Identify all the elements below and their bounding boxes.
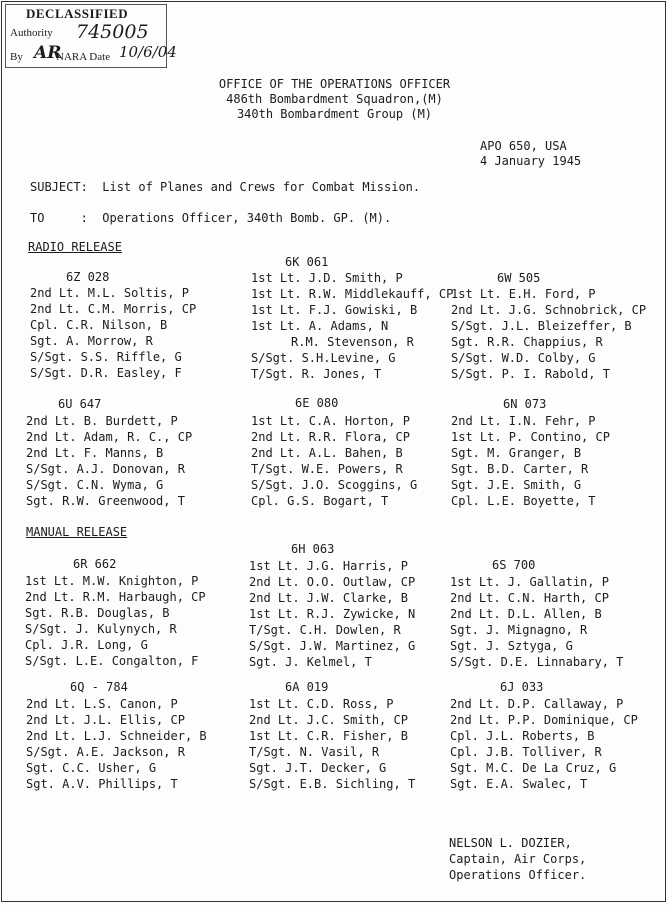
crew-member: Sgt. R.R. Chappius, R — [451, 335, 603, 349]
crew-member: 1st Lt. J.G. Harris, P — [249, 559, 408, 573]
radio-release-heading: RADIO RELEASE — [28, 240, 122, 254]
crew-member: Sgt. J. Kelmel, T — [249, 655, 372, 669]
crew-member: 1st Lt. P. Contino, CP — [451, 430, 610, 444]
crew-member: 2nd Lt. P.P. Dominique, CP — [450, 713, 638, 727]
crew-member: S/Sgt. C.N. Wyma, G — [26, 478, 164, 492]
crew-member: S/Sgt. J.O. Scoggins, G — [251, 478, 418, 492]
crew-member: T/Sgt. N. Vasil, R — [249, 745, 380, 759]
crew-member: 2nd Lt. O.O. Outlaw, CP — [249, 575, 416, 589]
plane-number: 6U 647 — [58, 397, 102, 411]
crew-member: 1st Lt. J. Gallatin, P — [450, 575, 609, 589]
crew-member: S/Sgt. J.W. Martinez, G — [249, 639, 416, 653]
crew-member: 1st Lt. A. Adams, N — [251, 319, 389, 333]
stamp-initials: AR — [34, 43, 62, 63]
crew-member: 2nd Lt. L.S. Canon, P — [26, 697, 178, 711]
plane-number: 6S 700 — [492, 558, 536, 572]
crew-member: S/Sgt. J. Kulynych, R — [25, 622, 177, 636]
crew-member: 1st Lt. R.W. Middlekauff, CP — [251, 287, 454, 301]
crew-member: Cpl. L.E. Boyette, T — [451, 494, 596, 508]
crew-member: S/Sgt. L.E. Congalton, F — [25, 654, 199, 668]
plane-number: 6A 019 — [285, 680, 329, 694]
crew-member: 2nd Lt. B. Burdett, P — [26, 414, 178, 428]
crew-member: 1st Lt. M.W. Knighton, P — [25, 574, 199, 588]
crew-member: S/Sgt. A.E. Jackson, R — [26, 745, 185, 759]
crew-member: 1st Lt. R.J. Zywicke, N — [249, 607, 416, 621]
crew-member: 1st Lt. C.D. Ross, P — [249, 697, 394, 711]
plane-number: 6N 073 — [503, 397, 547, 411]
stamp-nara-label: NARA Date — [56, 51, 111, 63]
crew-member: 1st Lt. F.J. Gowiski, B — [251, 303, 418, 317]
plane-number: 6Q - 784 — [70, 680, 128, 694]
crew-member: 2nd Lt. M.L. Soltis, P — [30, 286, 189, 300]
plane-number: 6Z 028 — [66, 270, 110, 284]
crew-member: Sgt. E.A. Swalec, T — [450, 777, 588, 791]
crew-member: Cpl. J.R. Long, G — [25, 638, 148, 652]
crew-member: S/Sgt. D.R. Easley, F — [30, 366, 182, 380]
crew-member: 2nd Lt. F. Manns, B — [26, 446, 164, 460]
crew-member: Cpl. J.B. Tolliver, R — [450, 745, 602, 759]
crew-member: S/Sgt. J.L. Bleizeffer, B — [451, 319, 632, 333]
crew-member: S/Sgt. A.J. Donovan, R — [26, 462, 185, 476]
to-line: TO : Operations Officer, 340th Bomb. GP. (M). — [30, 211, 392, 225]
crew-member: 2nd Lt. C.M. Morris, CP — [30, 302, 197, 316]
crew-member: Sgt. A.V. Phillips, T — [26, 777, 178, 791]
crew-member: 2nd Lt. R.R. Flora, CP — [251, 430, 410, 444]
signature-rank: Captain, Air Corps, — [449, 852, 587, 866]
crew-member: 2nd Lt. C.N. Harth, CP — [450, 591, 609, 605]
crew-member: Cpl. C.R. Nilson, B — [30, 318, 168, 332]
crew-member: 1st Lt. C.R. Fisher, B — [249, 729, 408, 743]
crew-member: 1st Lt. E.H. Ford, P — [451, 287, 596, 301]
crew-member: 2nd Lt. R.M. Harbaugh, CP — [25, 590, 206, 604]
stamp-authority-value: 745005 — [76, 21, 149, 43]
crew-member: 2nd Lt. J.C. Smith, CP — [249, 713, 408, 727]
crew-member: 2nd Lt. J.L. Ellis, CP — [26, 713, 185, 727]
stamp-title: DECLASSIFIED — [26, 6, 129, 21]
crew-member: 2nd Lt. J.W. Clarke, B — [249, 591, 408, 605]
crew-member: Sgt. B.D. Carter, R — [451, 462, 589, 476]
crew-member: Sgt. R.W. Greenwood, T — [26, 494, 185, 508]
crew-member: Sgt. J.E. Smith, G — [451, 478, 582, 492]
stamp-authority-label: Authority — [10, 27, 53, 39]
crew-member: Sgt. J. Sztyga, G — [450, 639, 573, 653]
crew-member: S/Sgt. P. I. Rabold, T — [451, 367, 610, 381]
crew-member: 1st Lt. C.A. Horton, P — [251, 414, 410, 428]
apo: APO 650, USA — [480, 139, 567, 153]
crew-member: 2nd Lt. Adam, R. C., CP — [26, 430, 193, 444]
crew-member: S/Sgt. S.H.Levine, G — [251, 351, 396, 365]
declassified-stamp — [5, 4, 177, 68]
plane-number: 6R 662 — [73, 557, 117, 571]
crew-member: 2nd Lt. L.J. Schneider, B — [26, 729, 207, 743]
crew-member: Cpl. J.L. Roberts, B — [450, 729, 595, 743]
crew-member: Sgt. M. Granger, B — [451, 446, 582, 460]
crew-member: 2nd Lt. A.L. Bahen, B — [251, 446, 403, 460]
signature-title: Operations Officer. — [449, 868, 587, 882]
crew-member: R.M. Stevenson, R — [291, 335, 414, 349]
crew-member: 2nd Lt. I.N. Fehr, P — [451, 414, 596, 428]
plane-number: 6H 063 — [291, 542, 335, 556]
crew-member: Cpl. G.S. Bogart, T — [251, 494, 389, 508]
crew-member: Sgt. R.B. Douglas, B — [25, 606, 170, 620]
manual-release-heading: MANUAL RELEASE — [26, 525, 128, 539]
plane-number: 6E 080 — [295, 396, 339, 410]
document-date: 4 January 1945 — [480, 154, 582, 168]
crew-member: 2nd Lt. D.L. Allen, B — [450, 607, 602, 621]
header-office: OFFICE OF THE OPERATIONS OFFICER — [218, 77, 451, 91]
crew-member: S/Sgt. S.S. Riffle, G — [30, 350, 182, 364]
crew-member: Sgt. C.C. Usher, G — [26, 761, 157, 775]
header-squadron: 486th Bombardment Squadron,(M) — [226, 92, 443, 106]
plane-number: 6W 505 — [497, 271, 541, 285]
crew-member: 1st Lt. J.D. Smith, P — [251, 271, 403, 285]
stamp-date-value: 10/6/04 — [119, 43, 177, 61]
crew-member: Sgt. A. Morrow, R — [30, 334, 153, 348]
plane-number: 6J 033 — [500, 680, 544, 694]
crew-member: T/Sgt. R. Jones, T — [251, 367, 382, 381]
crew-member: Sgt. J. Mignagno, R — [450, 623, 588, 637]
crew-member: 2nd Lt. D.P. Callaway, P — [450, 697, 624, 711]
subject-line: SUBJECT: List of Planes and Crews for Combat Mission. — [30, 180, 421, 194]
plane-number: 6K 061 — [285, 255, 329, 269]
crew-member: T/Sgt. W.E. Powers, R — [251, 462, 403, 476]
header-group: 340th Bombardment Group (M) — [236, 107, 433, 121]
crew-member: Sgt. J.T. Decker, G — [249, 761, 387, 775]
crew-member: Sgt. M.C. De La Cruz, G — [450, 761, 617, 775]
crew-member: S/Sgt. D.E. Linnabary, T — [450, 655, 624, 669]
stamp-by-label: By — [10, 51, 23, 63]
crew-member: T/Sgt. C.H. Dowlen, R — [249, 623, 401, 637]
crew-member: S/Sgt. E.B. Sichling, T — [249, 777, 416, 791]
crew-member: S/Sgt. W.D. Colby, G — [451, 351, 596, 365]
crew-member: 2nd Lt. J.G. Schnobrick, CP — [451, 303, 647, 317]
signature-name: NELSON L. DOZIER, — [449, 836, 572, 850]
